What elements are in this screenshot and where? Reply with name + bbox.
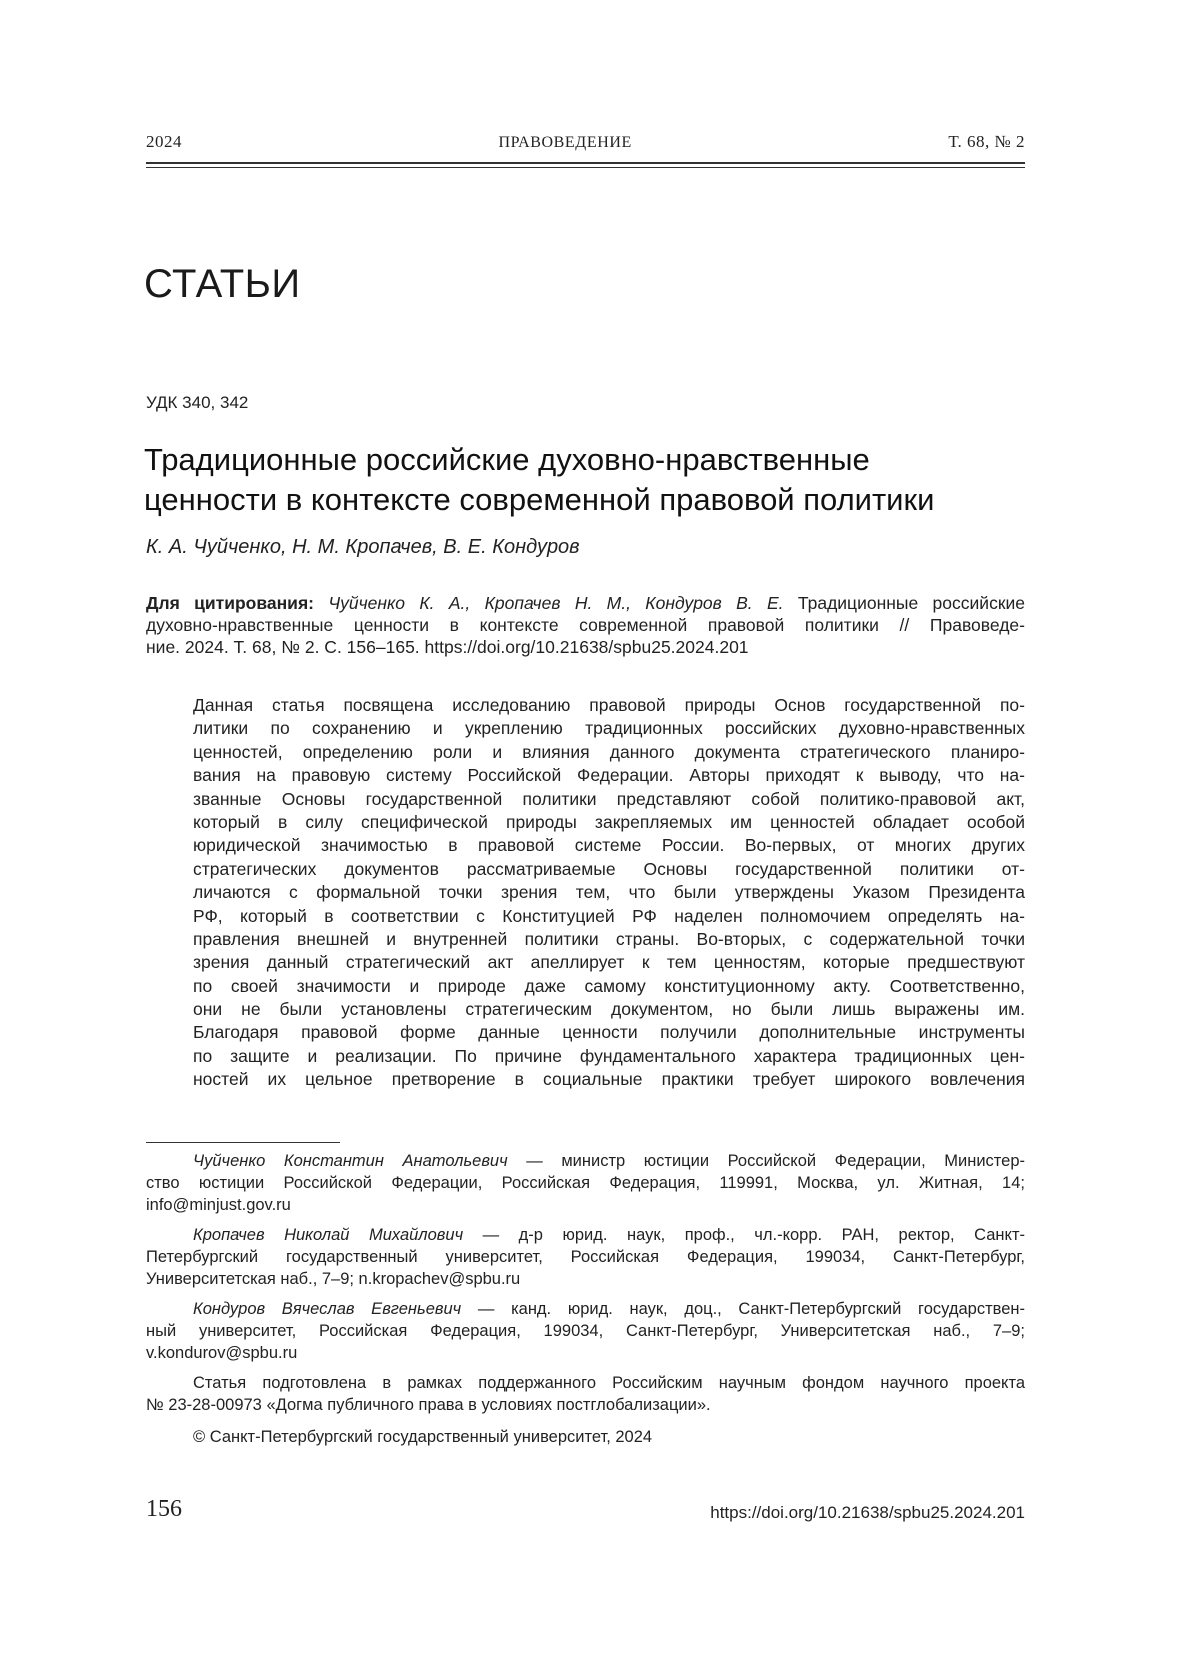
footnote-author-name: Кондуров Вячеслав Евгеньевич — [193, 1300, 461, 1318]
abstract-line: РФ, который в соответствии с Конституцией РФ наделен полномочием определять на- — [193, 905, 1025, 928]
footnote-email: v.kondurov@spbu.ru — [146, 1342, 1025, 1364]
header-journal: ПРАВОВЕДЕНИЕ — [498, 134, 631, 152]
article-authors: К. А. Чуйченко, Н. М. Кропачев, В. Е. Кондуров — [146, 536, 580, 559]
footnote-line: ный университет, Российская Федерация, 199034, Санкт-Петербург, Университетская наб., 7–9; — [146, 1320, 1025, 1342]
citation-block — [146, 592, 1025, 658]
citation-label: Для цитирования: — [146, 593, 314, 613]
footnote-author-name: Кропачев Николай Михайлович — [193, 1226, 463, 1244]
footnote-text: — канд. юрид. наук, доц., Санкт-Петербургский государствен- — [461, 1300, 1025, 1318]
header-year: 2024 — [146, 132, 182, 152]
abstract-line: званные Основы государственной политики представляют собой политико-правовой акт, — [193, 788, 1025, 811]
footnote-author-1 — [146, 1150, 1025, 1216]
section-title: СТАТЬИ — [144, 262, 301, 307]
abstract-line: стратегических документов рассматриваемые Основы государственной политики от- — [193, 858, 1025, 881]
footnote-email: Университетская наб., 7–9; n.kropachev@spbu.ru — [146, 1268, 1025, 1290]
footnote-rule — [146, 1142, 340, 1143]
footnote-line — [146, 1150, 1025, 1172]
running-head — [146, 132, 1025, 152]
abstract — [193, 694, 1025, 1092]
footnote-author-name: Чуйченко Константин Анатольевич — [193, 1152, 508, 1170]
abstract-line: юридической значимостью в правовой системе России. Во-первых, от многих других — [193, 834, 1025, 857]
article-title — [144, 440, 1044, 520]
copyright: © Санкт-Петербургский государственный университет, 2024 — [193, 1428, 652, 1447]
abstract-line: ностей их цельное претворение в социальные практики требует широкого вовлечения — [193, 1068, 1025, 1091]
citation-line: духовно-нравственные ценности в контексте современной правовой политики // Правоведе- — [146, 614, 1025, 636]
abstract-line: ценностей, определению роли и влияния данного документа стратегического планиро- — [193, 741, 1025, 764]
funding-line: № 23-28-00973 «Догма публичного права в условиях постглобализации». — [146, 1394, 1025, 1416]
abstract-line: который в силу специфической природы закрепляемых им ценностей обладает особой — [193, 811, 1025, 834]
footnote-text: — д-р юрид. наук, проф., чл.-корр. РАН, ректор, Санкт- — [463, 1226, 1025, 1244]
abstract-line: вания на правовую систему Российской Федерации. Авторы приходят к выводу, что на- — [193, 764, 1025, 787]
abstract-line: они не были установлены стратегическим документом, но были лишь выражены им. — [193, 998, 1025, 1021]
abstract-line: Данная статья посвящена исследованию правовой природы Основ государственной по- — [193, 694, 1025, 717]
abstract-line: литики по сохранению и укреплению традиционных российских духовно-нравственных — [193, 717, 1025, 740]
footer-doi-link[interactable]: https://doi.org/10.21638/spbu25.2024.201 — [710, 1503, 1025, 1523]
abstract-line: Благодаря правовой форме данные ценности получили дополнительные инструменты — [193, 1021, 1025, 1044]
header-rule-thin — [146, 167, 1025, 168]
page-number: 156 — [146, 1496, 182, 1523]
header-volume: Т. 68, № 2 — [948, 132, 1025, 152]
article-title-line: Традиционные российские духовно-нравственные — [144, 440, 1044, 480]
footnote-email: info@minjust.gov.ru — [146, 1194, 1025, 1216]
abstract-line: по своей значимости и природе даже самому конституционному акту. Соответственно, — [193, 975, 1025, 998]
footnote-line — [146, 1224, 1025, 1246]
abstract-line: личаются с формальной точки зрения тем, что были утверждены Указом Президента — [193, 881, 1025, 904]
footnote-author-3 — [146, 1298, 1025, 1364]
footnote-line: ство юстиции Российской Федерации, Российская Федерация, 119991, Москва, ул. Житная, 14; — [146, 1172, 1025, 1194]
funding-line: Статья подготовлена в рамках поддержанного Российским научным фондом научного проекта — [146, 1372, 1025, 1394]
abstract-line: правления внешней и внутренней политики страны. Во-вторых, с содержательной точки — [193, 928, 1025, 951]
footnote-author-2 — [146, 1224, 1025, 1290]
abstract-line: по защите и реализации. По причине фундаментального характера традиционных цен- — [193, 1045, 1025, 1068]
header-rule-thick — [146, 162, 1025, 164]
footnote-line: Петербургский государственный университет, Российская Федерация, 199034, Санкт-Петербург, — [146, 1246, 1025, 1268]
citation-line — [146, 592, 1025, 614]
footnote-text: — министр юстиции Российской Федерации, Министер- — [508, 1152, 1025, 1170]
article-title-line: ценности в контексте современной правовой политики — [144, 480, 1044, 520]
citation-authors: Чуйченко К. А., Кропачев Н. М., Кондуров В. Е. — [328, 593, 783, 613]
abstract-line: зрения данный стратегический акт апеллирует к тем ценностям, которые предшествуют — [193, 951, 1025, 974]
citation-text: Традиционные российские — [798, 593, 1025, 613]
footnotes — [146, 1150, 1025, 1424]
footnote-line — [146, 1298, 1025, 1320]
citation-line: ние. 2024. Т. 68, № 2. С. 156–165. https://doi.org/10.21638/spbu25.2024.201 — [146, 636, 1025, 658]
journal-page — [0, 0, 1200, 1655]
funding-note — [146, 1372, 1025, 1416]
udk-code: УДК 340, 342 — [146, 393, 248, 413]
